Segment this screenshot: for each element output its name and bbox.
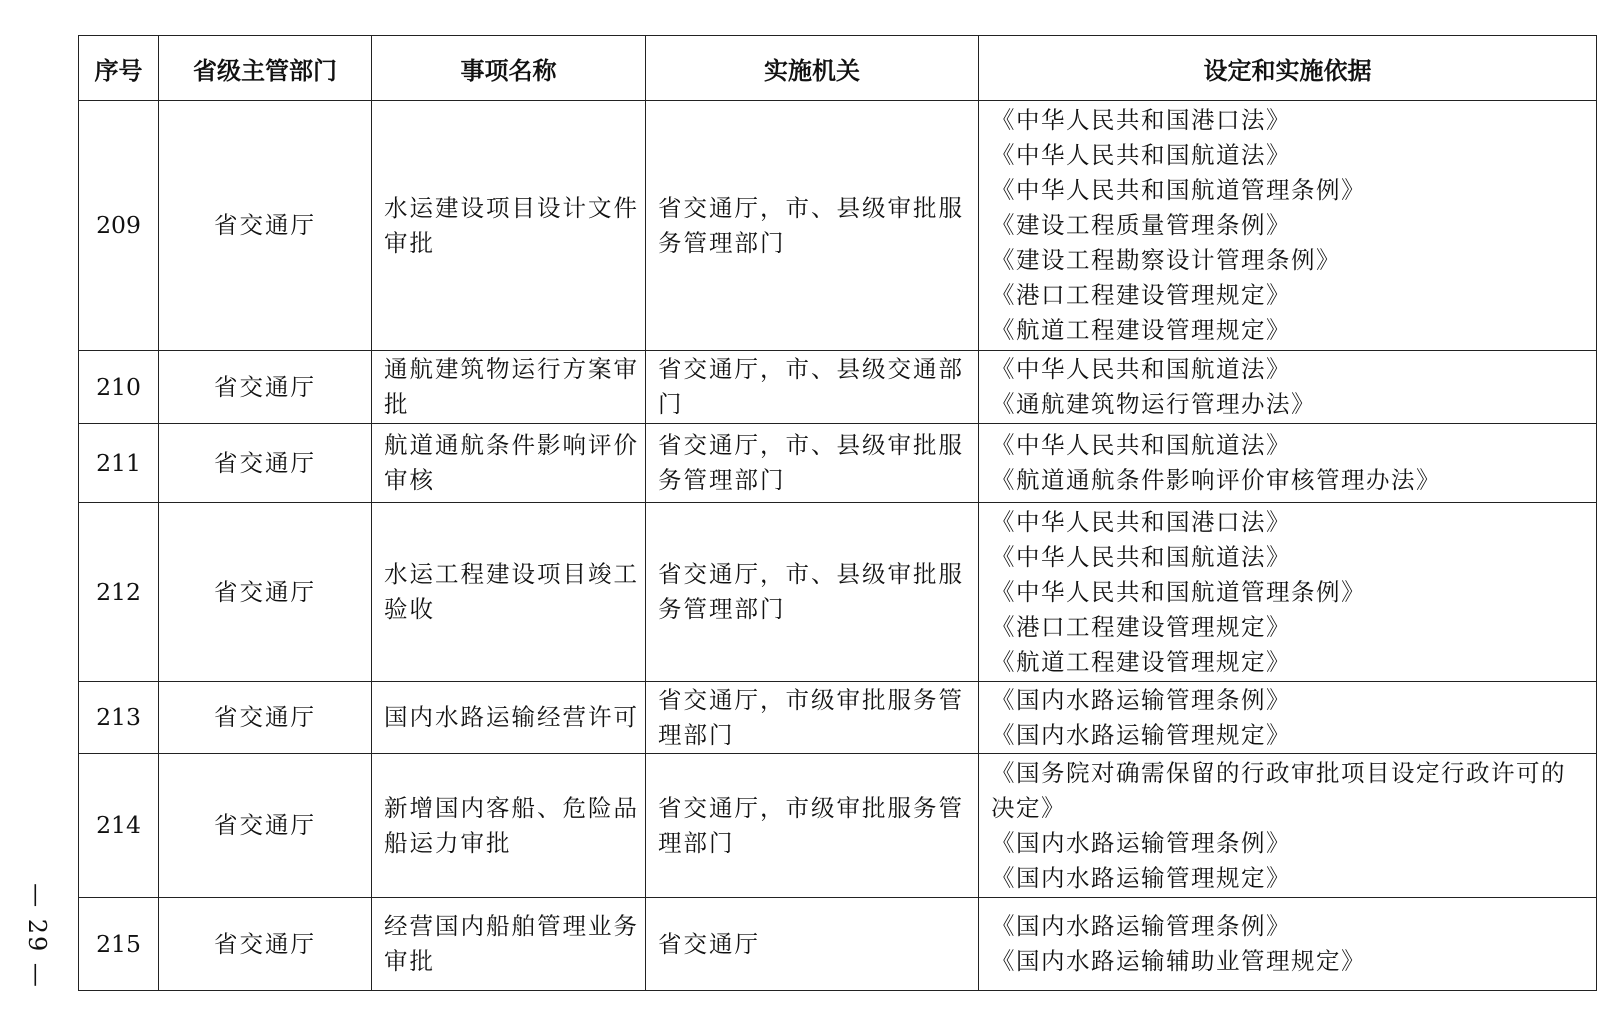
basis-cell (979, 351, 1597, 424)
basis-line: 《中华人民共和国航道法》 (991, 542, 1291, 571)
basis-line: 《港口工程建设管理规定》 (991, 281, 1291, 309)
serial-number-cell: 210 (79, 351, 159, 424)
basis-line: 《国内水路运输辅助业管理规定》 (991, 947, 1366, 975)
table-row (79, 682, 1597, 754)
basis-cell (979, 503, 1597, 682)
basis-line: 《中华人民共和国航道管理条例》 (991, 176, 1366, 204)
basis-line: 《港口工程建设管理规定》 (991, 612, 1291, 641)
agency-cell: 省交通厅，市级审批服务管理部门 (646, 754, 979, 898)
basis-line: 《通航建筑物运行管理办法》 (991, 390, 1316, 418)
serial-number-cell: 214 (79, 754, 159, 898)
basis-line: 《国内水路运输管理条例》 (991, 912, 1291, 940)
basis-cell (979, 424, 1597, 503)
header-legal-basis: 设定和实施依据 (979, 36, 1597, 101)
department-cell: 省交通厅 (159, 503, 372, 682)
basis-line: 《中华人民共和国航道法》 (991, 141, 1291, 169)
item-name-cell: 经营国内船舶管理业务审批 (372, 898, 646, 991)
agency-cell: 省交通厅，市、县级交通部门 (646, 351, 979, 424)
table-row (79, 754, 1597, 898)
table-row (79, 503, 1597, 682)
department-cell: 省交通厅 (159, 351, 372, 424)
basis-line: 《中华人民共和国航道法》 (991, 355, 1291, 383)
serial-number-cell: 215 (79, 898, 159, 991)
agency-cell: 省交通厅 (646, 898, 979, 991)
item-name-cell: 水运建设项目设计文件审批 (372, 101, 646, 351)
item-name-cell: 通航建筑物运行方案审批 (372, 351, 646, 424)
basis-line: 《国内水路运输管理条例》 (991, 685, 1291, 714)
basis-line: 《建设工程质量管理条例》 (991, 211, 1291, 239)
basis-line: 《国务院对确需保留的行政审批项目设定行政许可的决定》 (991, 758, 1566, 822)
header-item-name: 事项名称 (372, 36, 646, 101)
page-number (22, 872, 52, 1000)
agency-cell: 省交通厅，市级审批服务管理部门 (646, 682, 979, 754)
item-name-cell: 新增国内客船、危险品船运力审批 (372, 754, 646, 898)
agency-cell: 省交通厅，市、县级审批服务管理部门 (646, 424, 979, 503)
basis-line: 《中华人民共和国港口法》 (991, 507, 1291, 536)
basis-line: 《中华人民共和国航道法》 (991, 431, 1291, 459)
table-row (79, 898, 1597, 991)
header-serial-number: 序号 (79, 36, 159, 101)
basis-line: 《中华人民共和国航道管理条例》 (991, 577, 1366, 606)
basis-line: 《航道工程建设管理规定》 (991, 316, 1291, 344)
table-row (79, 101, 1597, 351)
basis-cell (979, 754, 1597, 898)
basis-line: 《国内水路运输管理规定》 (991, 720, 1291, 749)
basis-line: 《中华人民共和国港口法》 (991, 106, 1291, 134)
approval-items-table (78, 35, 1597, 991)
item-name-cell: 国内水路运输经营许可 (372, 682, 646, 754)
header-provincial-department: 省级主管部门 (159, 36, 372, 101)
agency-cell: 省交通厅，市、县级审批服务管理部门 (646, 503, 979, 682)
basis-line: 《航道通航条件影响评价审核管理办法》 (991, 466, 1441, 494)
department-cell: 省交通厅 (159, 898, 372, 991)
agency-cell: 省交通厅，市、县级审批服务管理部门 (646, 101, 979, 351)
basis-line: 《建设工程勘察设计管理条例》 (991, 246, 1341, 274)
serial-number-cell: 213 (79, 682, 159, 754)
basis-cell (979, 101, 1597, 351)
department-cell: 省交通厅 (159, 101, 372, 351)
table-row (79, 351, 1597, 424)
department-cell: 省交通厅 (159, 682, 372, 754)
basis-line: 《国内水路运输管理规定》 (991, 863, 1291, 892)
serial-number-cell: 212 (79, 503, 159, 682)
serial-number-cell: 211 (79, 424, 159, 503)
basis-cell (979, 898, 1597, 991)
basis-cell (979, 682, 1597, 754)
basis-line: 《航道工程建设管理规定》 (991, 647, 1291, 676)
serial-number-cell: 209 (79, 101, 159, 351)
page-number-text: — 29 — (23, 883, 52, 989)
basis-line: 《国内水路运输管理条例》 (991, 828, 1291, 857)
header-implementing-agency: 实施机关 (646, 36, 979, 101)
table-row (79, 424, 1597, 503)
department-cell: 省交通厅 (159, 424, 372, 503)
department-cell: 省交通厅 (159, 754, 372, 898)
item-name-cell: 水运工程建设项目竣工验收 (372, 503, 646, 682)
item-name-cell: 航道通航条件影响评价审核 (372, 424, 646, 503)
table-header-row (79, 36, 1597, 101)
